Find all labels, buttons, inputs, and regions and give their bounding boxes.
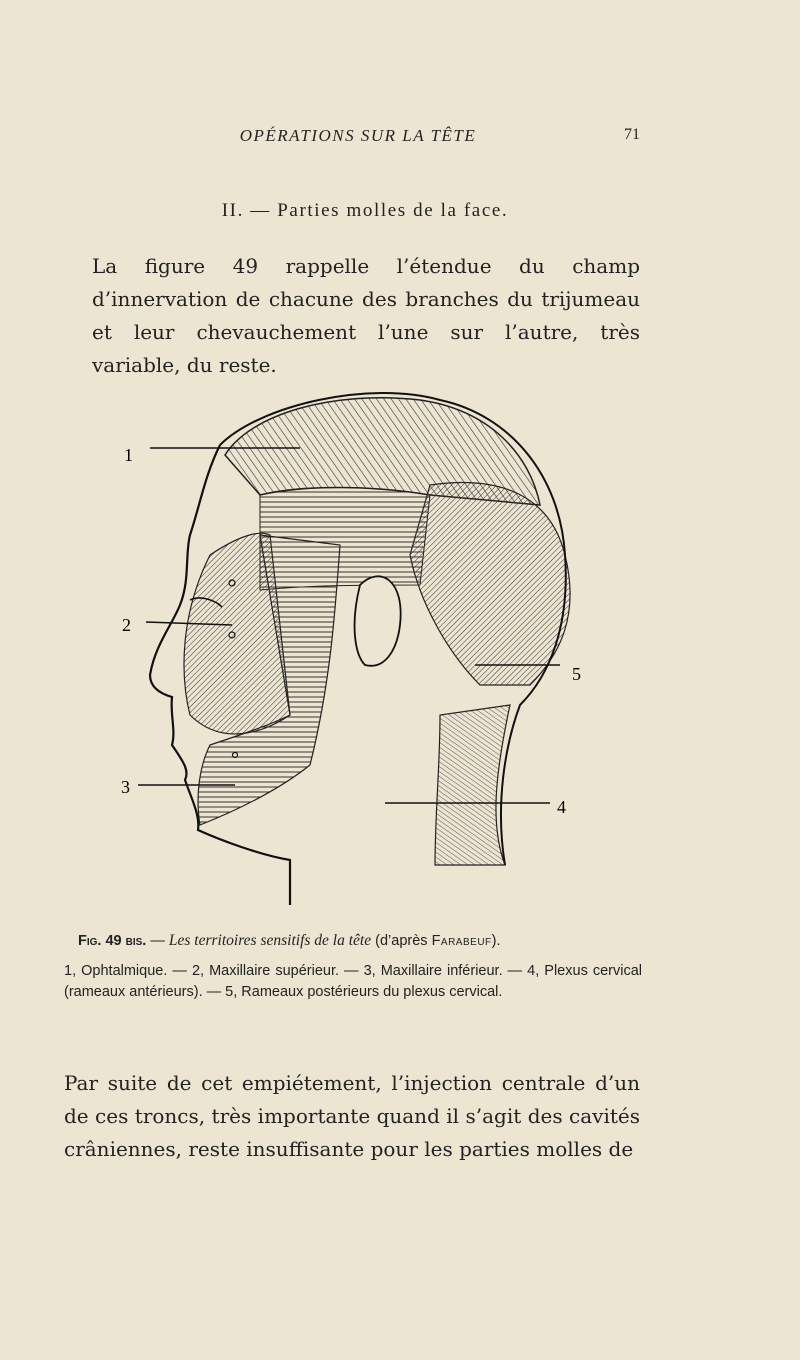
paragraph-continuation: Par suite de cet empiétement, l’injection centrale d’un de ces troncs, très importante quand il s’agit des cavités crâniennes, reste insuffisante pour les parties molles de — [64, 1071, 640, 1161]
running-head-title: OPÉRATIONS SUR LA TÊTE — [239, 126, 477, 145]
caption-attribution-post: ). — [491, 933, 501, 949]
caption-title: Les territoires sensitifs de la tête — [168, 932, 372, 949]
figure-caption — [64, 930, 642, 1003]
head-profile-drawing — [110, 385, 610, 905]
caption-legend: 1, Ophtalmique. — 2, Maxillaire supérieur. — 3, Maxillaire inférieur. — 4, Plexus cervical (rameaux antérieurs). — 5, Rameaux postérieurs du plexus cervical. — [64, 963, 642, 1000]
section-title: II. — Parties molles de la face. — [221, 200, 509, 221]
caption-author: Farabeuf — [431, 933, 492, 949]
figure-label-2: 2 — [122, 615, 131, 635]
figure-label-4: 4 — [557, 797, 566, 817]
figure-label-1: 1 — [124, 445, 133, 465]
caption-heading — [64, 930, 642, 952]
caption-dash: — — [146, 933, 169, 949]
caption-figure-number: Fig. 49 bis. — [78, 933, 147, 949]
caption-attribution-pre: (d’après — [371, 933, 432, 949]
figure-label-3: 3 — [121, 777, 130, 797]
paragraph-intro: La figure 49 rappelle l’étendue du champ d’innervation de chacune des branches du trijumeau et leur chevauchement l’une sur l’autre, très variable, du reste. — [92, 254, 640, 377]
figure-head-illustration — [110, 385, 610, 905]
posterior-cervical-region — [410, 483, 570, 685]
page-number: 71 — [624, 126, 640, 143]
figure-label-5: 5 — [572, 664, 581, 684]
neck-region — [435, 705, 510, 865]
running-head — [0, 126, 800, 150]
ear — [355, 576, 401, 665]
